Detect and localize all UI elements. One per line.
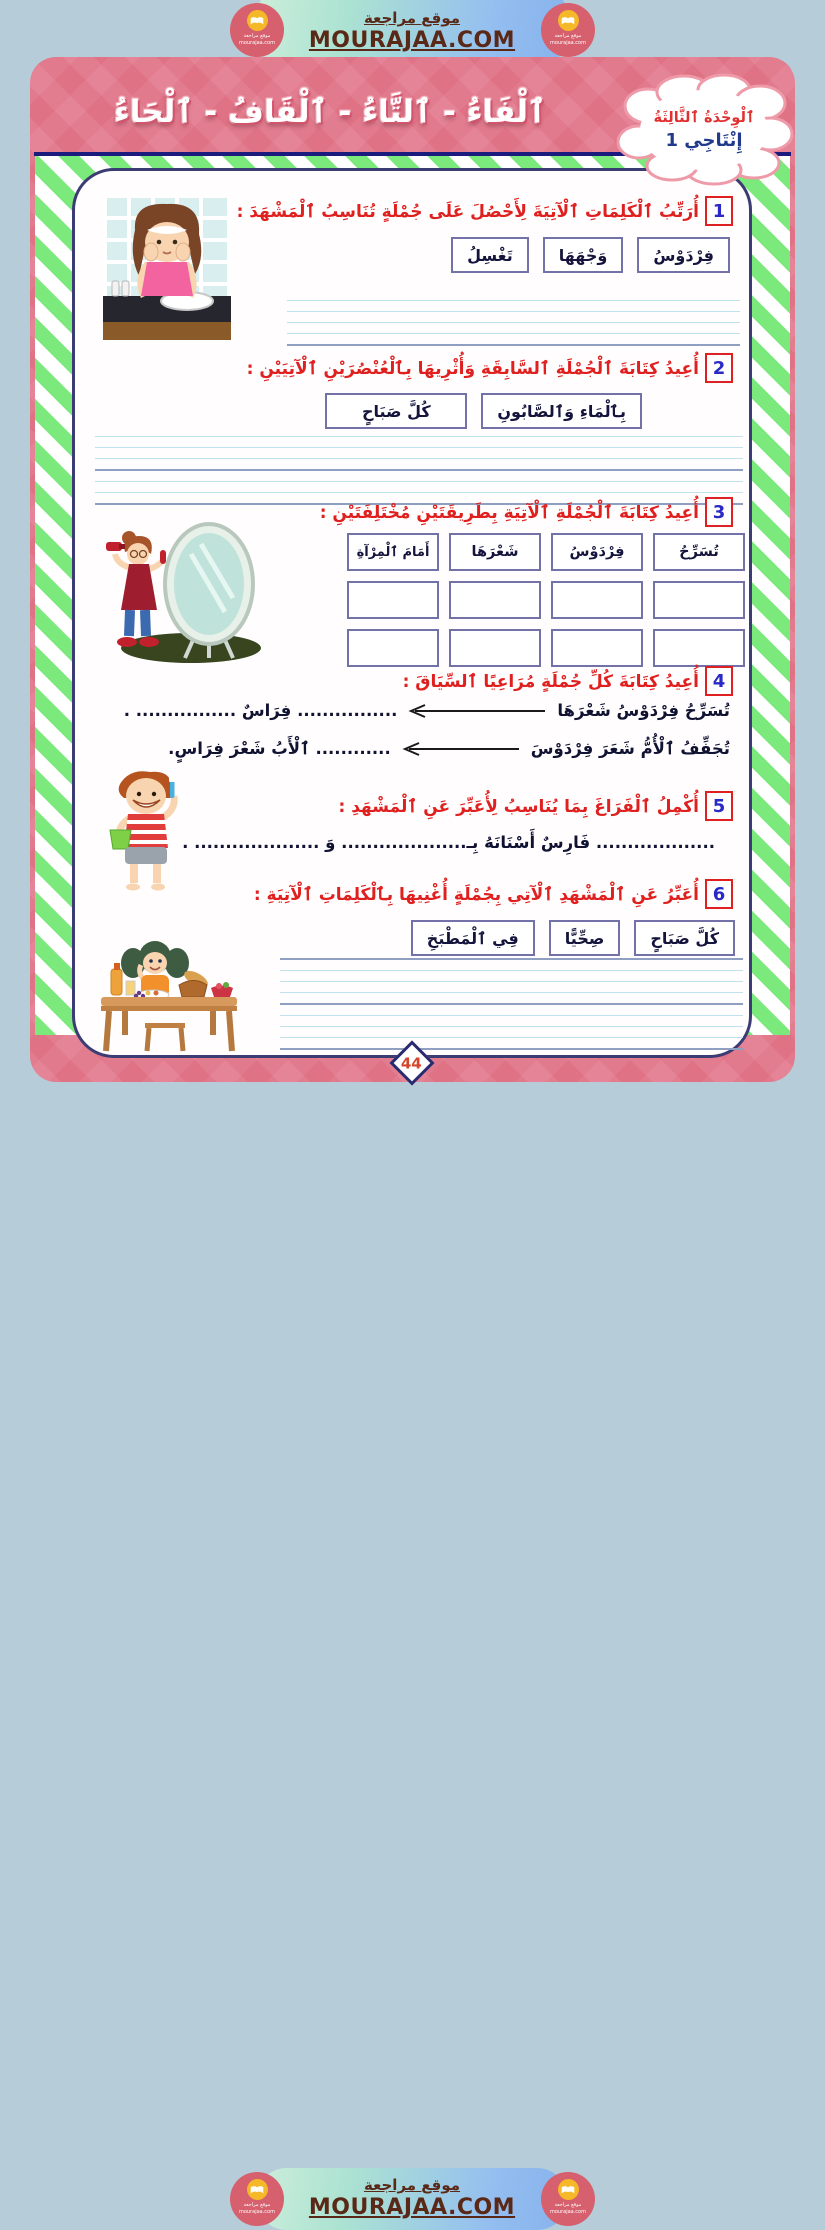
page-title: ٱلْفَاءُ - ٱلتَّاءُ - ٱلْقَافُ - ٱلْحَاءُ — [113, 94, 547, 130]
word-box: تَغْسِلُ — [451, 237, 529, 273]
arrow-left-icon — [407, 704, 547, 718]
exercise-3-grid — [347, 533, 745, 667]
exercise-5-number: 5 — [705, 791, 733, 821]
word-box: صِحِّيًّا — [549, 920, 621, 956]
site-link[interactable] — [256, 2168, 568, 2230]
word-box: تُسَرِّحُ — [653, 533, 745, 571]
word-box: بِٱلْمَاءِ وَٱلصَّابُونِ — [481, 393, 642, 429]
exercise-6-answer-lines — [280, 958, 743, 1050]
exercise-2-prompt: أُعِيدُ كِتَابَةَ ٱلْجُمْلَةِ ٱلسَّابِقَةِ وَأُثْرِيهَا بِٱلْعُنْصُرَيْنِ ٱلْآتِيَيْنِ : — [246, 358, 699, 379]
site-logo-badge — [541, 3, 595, 57]
word-box: فِي ٱلْمَطْبَخِ — [411, 920, 535, 956]
empty-box — [347, 629, 439, 667]
exercise-1-answer-lines — [287, 300, 740, 346]
book-icon — [247, 10, 268, 31]
lesson-label: إِنْتَاجِي 1 — [665, 129, 743, 151]
word-box: كُلَّ صَبَاحٍ — [325, 393, 467, 429]
header-band — [0, 0, 825, 57]
exercise-2-header — [247, 353, 733, 383]
footer-band — [0, 1082, 825, 2221]
exercise-2-answer-lines — [95, 436, 743, 505]
empty-box — [449, 581, 541, 619]
source-sentence: تُجَفِّفُ ٱلْأُمُّ شَعَرَ فِرْدَوْسَ — [530, 739, 730, 758]
book-icon — [558, 10, 579, 31]
page-number: 44 — [400, 1054, 422, 1073]
exercise-2-number: 2 — [705, 353, 733, 383]
target-sentence: ................ فِرَاسٌ ................ . — [123, 701, 398, 720]
scene-girl-washing-face — [103, 198, 231, 344]
exercise-1-number: 1 — [705, 196, 733, 226]
empty-box — [449, 629, 541, 667]
empty-answer-row — [347, 581, 745, 619]
source-sentence: تُسَرِّحُ فِرْدَوْسُ شَعْرَهَا — [557, 701, 730, 720]
target-sentence: ............ ٱلْأَبُ شَعْرَ فِرَاسٍ. — [168, 739, 391, 758]
book-icon — [247, 2179, 268, 2200]
word-box: وَجْهَهَا — [543, 237, 624, 273]
exercise-4-number: 4 — [705, 666, 733, 696]
word-box: شَعْرَهَا — [449, 533, 541, 571]
exercise-3-header — [320, 497, 733, 527]
exercise-1-header — [237, 196, 733, 226]
word-box: كُلَّ صَبَاحٍ — [634, 920, 735, 956]
exercise-4-pair-2 — [168, 739, 730, 758]
exercise-4-pair-1 — [124, 701, 730, 720]
scene-boy-brushing-teeth — [100, 768, 192, 897]
site-domain[interactable]: MOURAJAA.COM — [308, 28, 516, 54]
site-domain[interactable]: MOURAJAA.COM — [308, 2195, 516, 2221]
book-icon — [558, 2179, 579, 2200]
word-box: فِرْدَوْسُ — [637, 237, 730, 273]
site-logo-badge — [230, 3, 284, 57]
empty-answer-row — [347, 629, 745, 667]
badge-text: موقع مراجعة mourajaa.com — [238, 2202, 275, 2215]
unit-cloud — [612, 70, 796, 190]
exercise-5-header — [339, 791, 733, 821]
empty-box — [653, 581, 745, 619]
unit-label: ٱلْوِحْدَةُ ٱلثَّالِثَةُ — [653, 109, 755, 126]
site-logo-badge — [541, 2172, 595, 2226]
exercise-3-prompt: أُعِيدُ كِتَابَةَ ٱلْجُمْلَةِ ٱلْآتِيَةِ بِطَرِيقَتَيْنِ مُخْتَلِفَتَيْنِ : — [319, 502, 699, 523]
exercise-6-header — [254, 879, 733, 909]
exercise-5-fill-line: ................... فَارِسٌ أَسْنَانَهُ بِـ.................... وَ .................... . — [182, 833, 715, 852]
exercise-3-number: 3 — [705, 497, 733, 527]
word-box: فِرْدَوْسُ — [551, 533, 643, 571]
scene-girl-breakfast-table — [93, 933, 245, 1059]
site-logo-badge — [230, 2172, 284, 2226]
exercise-6-word-bank — [411, 920, 735, 956]
empty-box — [653, 629, 745, 667]
empty-box — [347, 581, 439, 619]
exercise-6-prompt: أُعَبِّرُ عَنِ ٱلْمَشْهَدِ ٱلْآتِي بِجُمْلَةٍ أُغْنِيهَا بِٱلْكَلِمَاتِ ٱلْآتِيَةِ : — [253, 884, 699, 905]
arrow-left-icon — [401, 742, 521, 756]
badge-text: موقع مراجعة mourajaa.com — [238, 33, 275, 46]
exercise-6-number: 6 — [705, 879, 733, 909]
site-name-arabic[interactable]: موقع مراجعة — [363, 9, 461, 28]
site-name-arabic[interactable]: موقع مراجعة — [363, 2176, 461, 2195]
exercise-2-word-bank — [325, 393, 642, 429]
exercise-4-header — [403, 666, 733, 696]
badge-text: موقع مراجعة mourajaa.com — [549, 2202, 586, 2215]
exercise-5-prompt: أُكْمِلُ ٱلْفَرَاغَ بِمَا يُنَاسِبُ لِأُعَبِّرَ عَنِ ٱلْمَشْهَدِ : — [338, 796, 699, 817]
empty-box — [551, 629, 643, 667]
badge-text: موقع مراجعة mourajaa.com — [549, 33, 586, 46]
exercise-1-prompt: أُرَتِّبُ ٱلْكَلِمَاتِ ٱلْآتِيَةَ لِأَحْصُلَ عَلَى جُمْلَةٍ تُنَاسِبُ ٱلْمَشْهَدَ : — [236, 201, 699, 222]
exercise-1-word-bank — [451, 237, 730, 273]
scene-girl-combing-hair-mirror — [103, 516, 263, 670]
word-row — [347, 533, 745, 571]
exercise-4-prompt: أُعِيدُ كِتَابَةَ كُلِّ جُمْلَةٍ مُرَاعِيًا ٱلسِّيَاقَ : — [402, 671, 699, 692]
word-box: أَمَامَ ٱلْمِرْآةِ — [347, 533, 439, 571]
empty-box — [551, 581, 643, 619]
